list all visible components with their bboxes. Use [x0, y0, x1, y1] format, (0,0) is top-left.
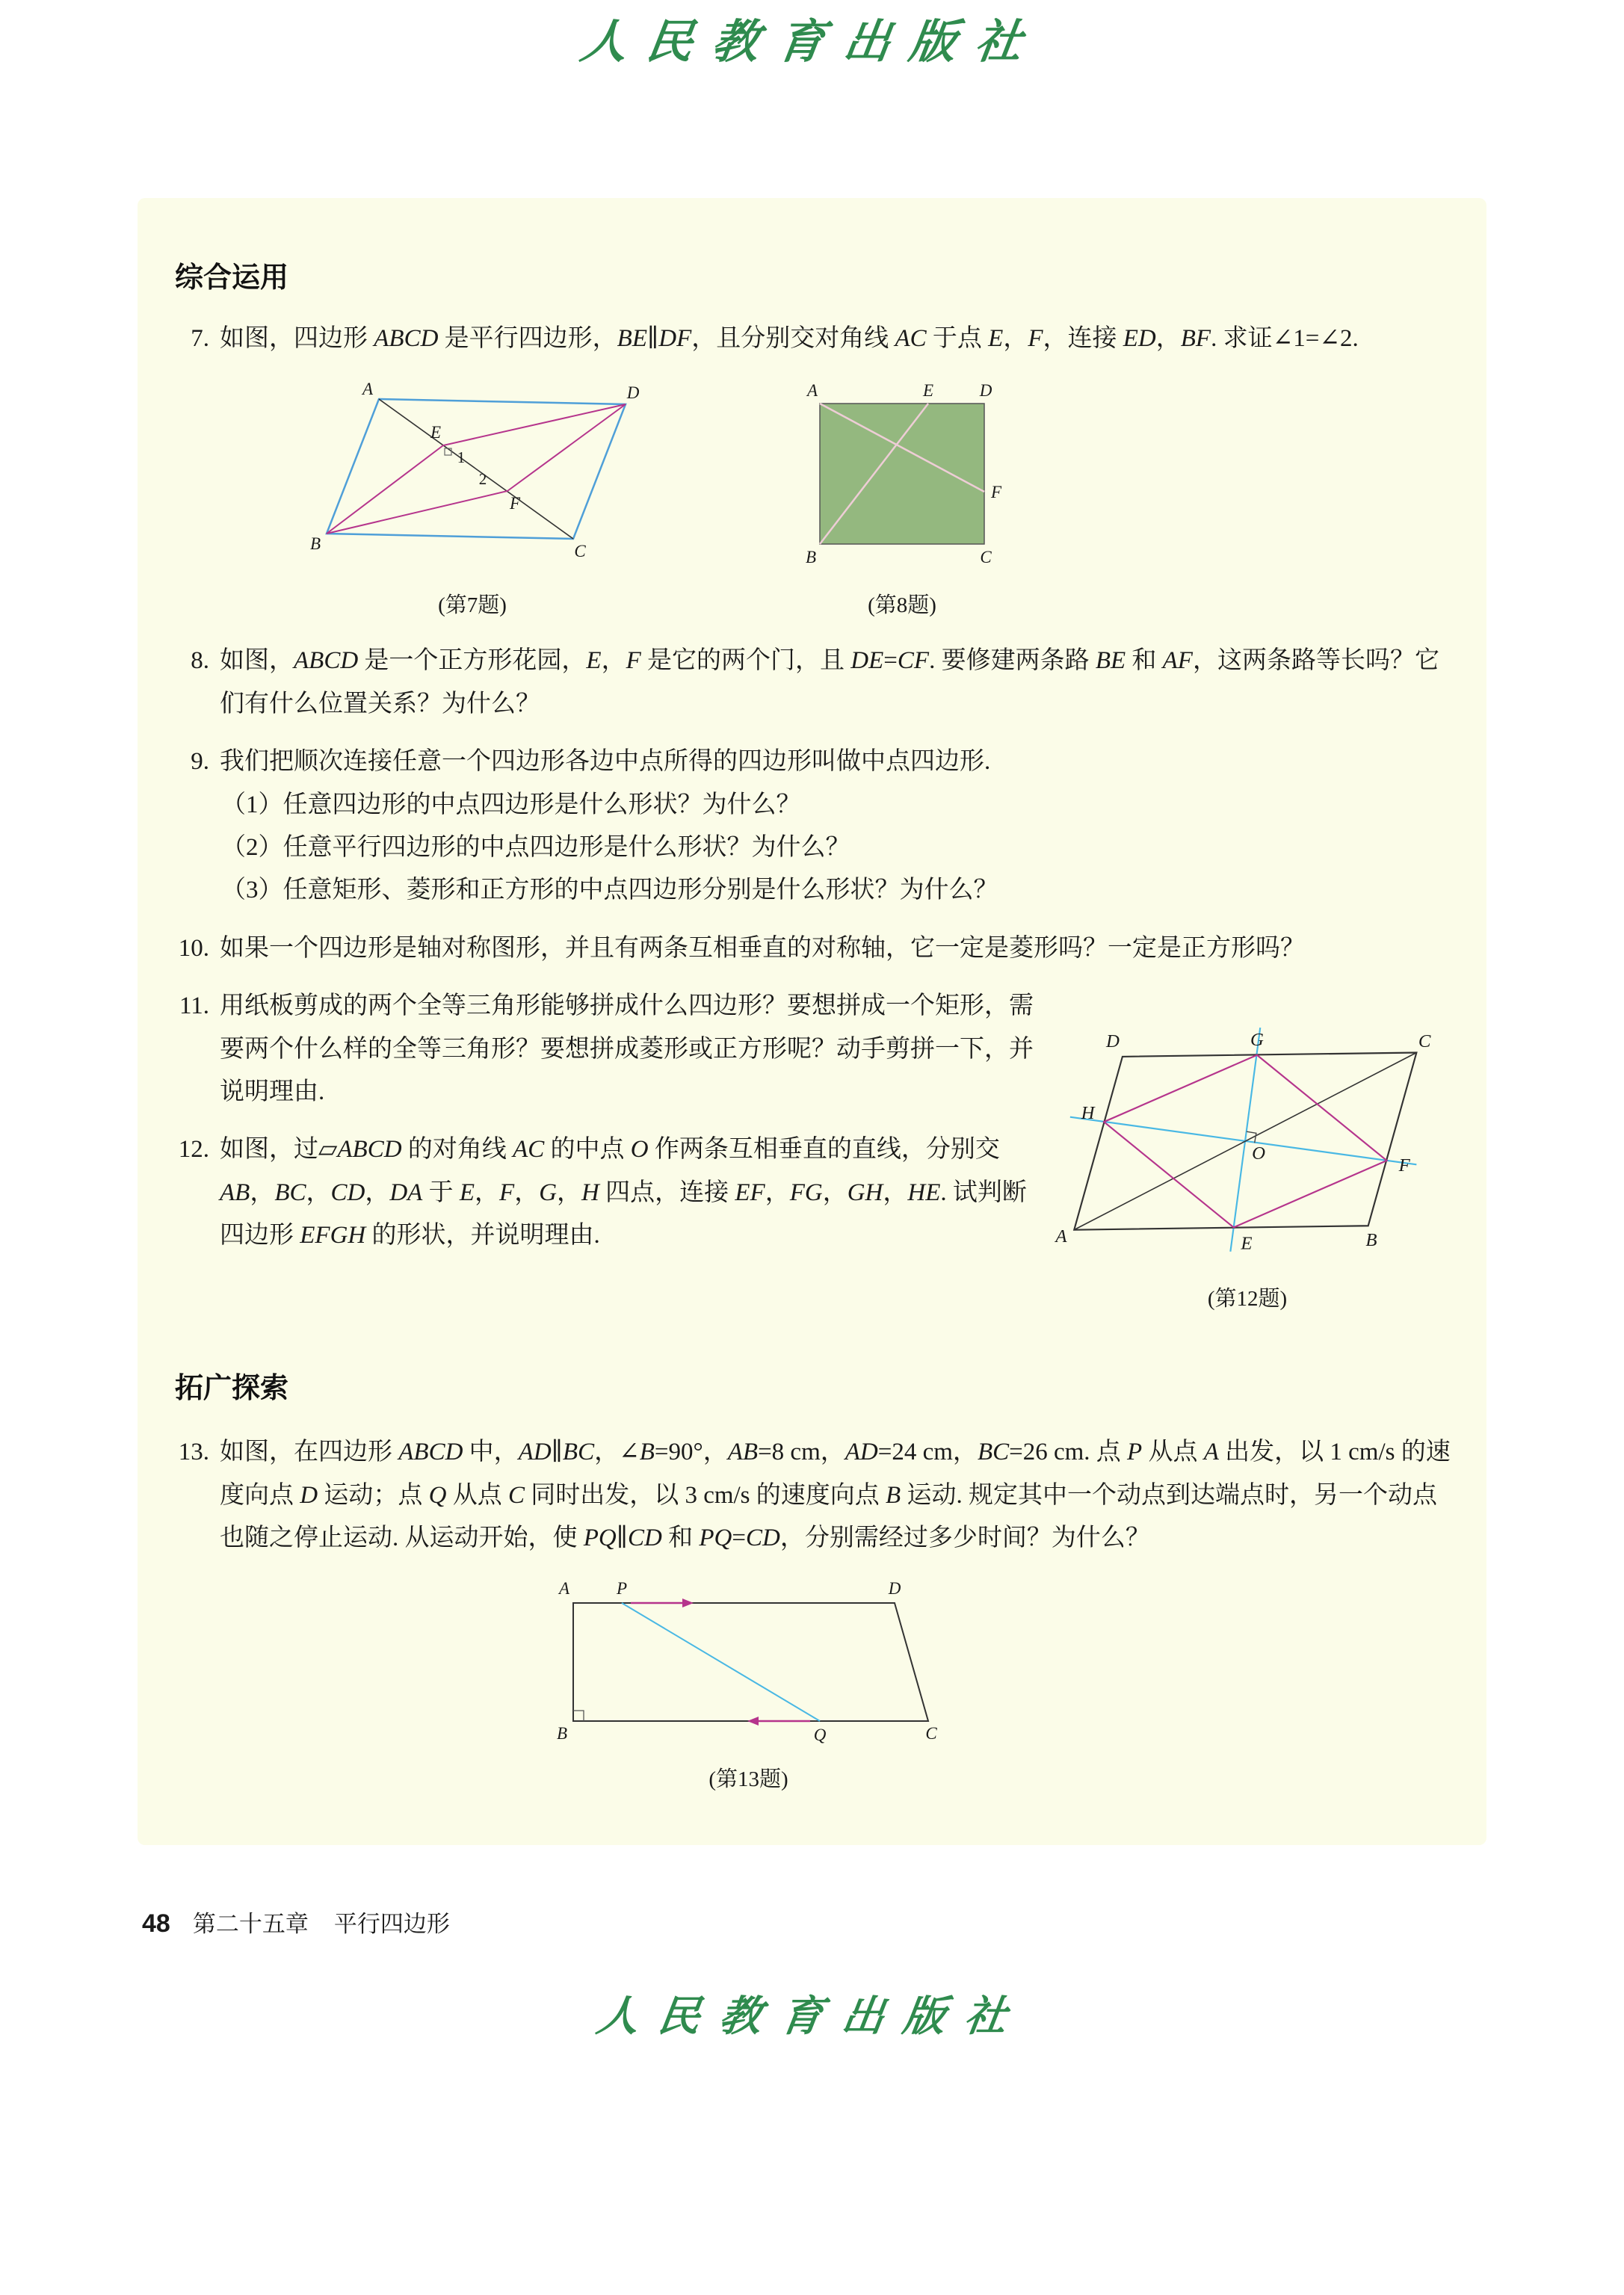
- figure-12-column: [1044, 985, 1451, 1312]
- vertex-label-D: D: [626, 383, 640, 403]
- problem-13: [173, 1431, 1451, 1560]
- right-angle-mark-B: [573, 1711, 584, 1721]
- section-heading-comprehensive: 综合运用: [175, 262, 289, 294]
- chapter-label: 第二十五章: [192, 1911, 309, 1938]
- point-label-E: E: [922, 381, 934, 401]
- chapter-title: 平行四边形: [333, 1911, 450, 1938]
- figure-8: [790, 378, 1014, 619]
- vertex-label-D: D: [979, 381, 992, 401]
- figure-7: [293, 377, 652, 619]
- point-label-P: P: [616, 1579, 627, 1599]
- figure-8-caption: (第8题): [868, 593, 936, 618]
- vertex-label-A: A: [1055, 1226, 1067, 1247]
- figure-13-wrapper: [173, 1579, 1451, 1793]
- problem-7: [173, 318, 1451, 360]
- problem-10-number: 10.: [178, 934, 209, 962]
- problem-13-number: 13.: [178, 1439, 209, 1466]
- figure-12: [1049, 1016, 1445, 1312]
- figure-8-drawing: [790, 378, 1014, 571]
- figure-row: [293, 377, 1451, 619]
- figure-7-caption: (第7题): [438, 593, 507, 618]
- angle-label-2: 2: [478, 470, 487, 489]
- vertex-label-D: D: [888, 1579, 901, 1599]
- problem-10-text: 如果一个四边形是轴对称图形，并且有两条互相垂直的对称轴，它一定是菱形吗？一定是正方形吗？: [220, 934, 1305, 962]
- problem-11-text: 用纸板剪成的两个全等三角形能够拼成什么四边形？要想拼成一个矩形，需要两个什么样的全等三角形？要想拼成菱形或正方形呢？动手剪拼一下，并说明理由.: [220, 992, 1034, 1106]
- point-label-Q: Q: [813, 1726, 826, 1745]
- problem-10: [173, 927, 1451, 970]
- problem-9-text: 我们把顺次连接任意一个四边形各边中点所得的四边形叫做中点四边形.: [220, 748, 991, 776]
- motion-arrow-P-head: [682, 1599, 694, 1607]
- problem-7-text: 如图，四边形 ABCD 是平行四边形，BE∥DF，且分别交对角线 AC 于点 E，F，连接 ED，BF. 求证∠1=∠2.: [220, 325, 1359, 352]
- problem-9-number: 9.: [191, 748, 209, 776]
- point-label-E: E: [430, 423, 442, 442]
- diagonal-AC: [379, 399, 573, 539]
- diagonal-AC: [1074, 1053, 1416, 1230]
- point-label-F: F: [1398, 1155, 1410, 1176]
- problems-11-12-column: [173, 985, 1044, 1272]
- point-label-E: E: [1241, 1233, 1253, 1254]
- problem-12-number: 12.: [178, 1136, 209, 1164]
- vertex-label-C: C: [924, 1724, 937, 1743]
- problem-9-sub-2: （2）任意平行四边形的中点四边形是什么形状？为什么？: [221, 834, 850, 862]
- section-heading-exploration: 拓广探索: [175, 1373, 289, 1405]
- trapezoid-ABCD: [573, 1603, 928, 1721]
- problem-11: [173, 985, 1044, 1113]
- figure-12-caption: (第12题): [1207, 1287, 1288, 1312]
- vertex-label-C: C: [980, 548, 992, 567]
- problem-13-text: 如图，在四边形 ABCD 中，AD∥BC，∠B=90°，AB=8 cm，AD=24 cm，BC=26 cm. 点 P 从点 A 出发，以 1 cm/s 的速度向点 D 运动；点 Q 从点 C 同时出发，以 3 cm/s 的速度向点 B 运动. 规定其中一个动点到达端点时，另一个动点也随之停止运动. 从运动开始，使 PQ∥CD 和 PQ=CD，分别需经过多少时间？为什么？: [220, 1439, 1451, 1552]
- problem-8-number: 8.: [191, 647, 209, 675]
- angle-label-1: 1: [457, 448, 466, 467]
- point-label-G: G: [1250, 1030, 1264, 1051]
- vertex-label-B: B: [805, 548, 817, 567]
- vertex-label-B: B: [309, 534, 321, 554]
- point-label-F: F: [990, 483, 1002, 502]
- problem-9: [173, 741, 1451, 912]
- figure-12-drawing: [1049, 1016, 1445, 1264]
- figure-13-drawing: [517, 1579, 981, 1745]
- vertex-label-A: A: [806, 381, 818, 401]
- problem-8: [173, 640, 1451, 726]
- motion-arrow-Q-head: [747, 1717, 759, 1726]
- problem-11-number: 11.: [179, 992, 209, 1020]
- problem-9-sub-1: （1）任意四边形的中点四边形是什么形状？为什么？: [221, 791, 801, 818]
- problem-12-text: 如图，过▱ABCD 的对角线 AC 的中点 O 作两条互相垂直的直线，分别交 AB，BC，CD，DA 于 E，F，G，H 四点，连接 EF，FG，GH，HE. 试判断四边形 EFGH 的形状，并说明理由.: [220, 1136, 1027, 1250]
- problem-7-number: 7.: [191, 325, 209, 352]
- vertex-label-D: D: [1106, 1031, 1120, 1052]
- problem-9-sub-3: （3）任意矩形、菱形和正方形的中点四边形分别是什么形状？为什么？: [221, 877, 998, 904]
- figure-13-caption: (第13题): [708, 1767, 788, 1792]
- segment-PQ: [622, 1603, 820, 1721]
- page-footer: [142, 1905, 1624, 1939]
- figure-7-drawing: [293, 377, 652, 571]
- vertex-label-A: A: [362, 380, 374, 399]
- problem-8-text: 如图，ABCD 是一个正方形花园，E，F 是它的两个门，且 DE=CF. 要修建两条路 BE 和 AF，这两条路等长吗？它们有什么位置关系？为什么？: [220, 647, 1439, 717]
- point-label-O: O: [1252, 1143, 1266, 1164]
- publisher-logo-top: 人民教育出版社: [577, 14, 1046, 69]
- point-label-H: H: [1081, 1103, 1095, 1124]
- page-number: 48: [142, 1909, 170, 1939]
- vertex-label-A: A: [558, 1579, 569, 1599]
- vertex-label-C: C: [1418, 1031, 1431, 1052]
- vertex-label-B: B: [1365, 1230, 1377, 1251]
- publisher-logo-bottom: 人民教育出版社: [593, 1992, 1030, 2042]
- square-garden-ABCD: [820, 404, 984, 544]
- figure-13: [517, 1579, 981, 1793]
- vertex-label-C: C: [574, 542, 586, 561]
- point-label-F: F: [509, 494, 521, 513]
- exercise-box: [138, 198, 1486, 1845]
- problems-11-12-with-figure: [173, 985, 1451, 1312]
- problem-12: [173, 1128, 1044, 1257]
- vertex-label-B: B: [556, 1724, 567, 1743]
